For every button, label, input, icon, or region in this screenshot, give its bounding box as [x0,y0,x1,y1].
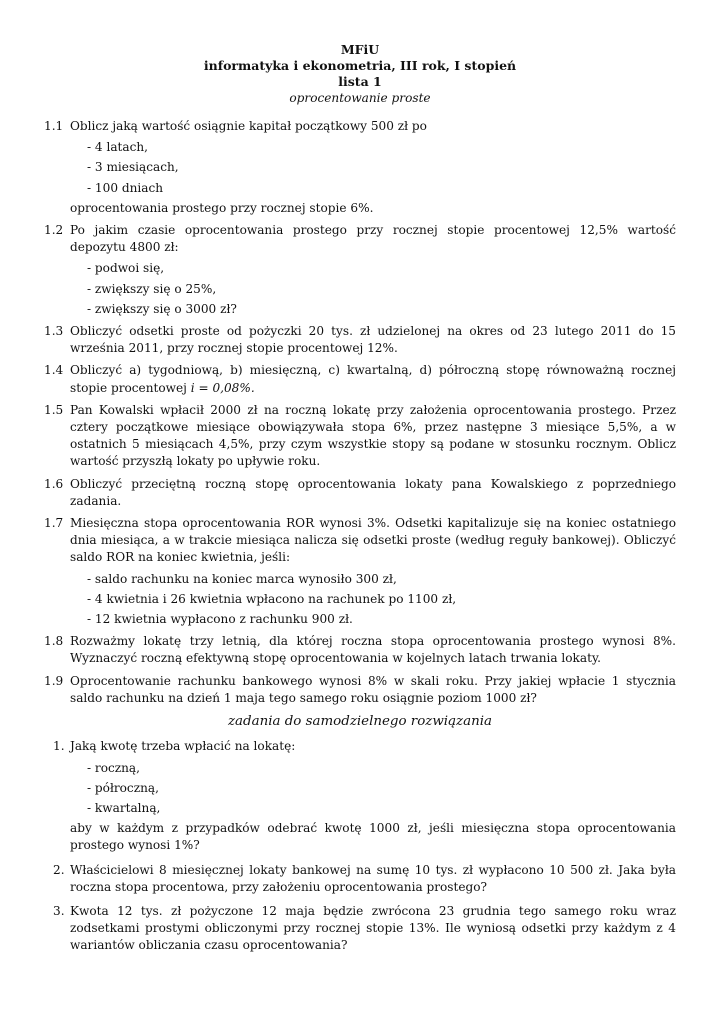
document-page [44,42,676,962]
option-item: - roczną, [87,760,140,775]
problem-text: Pan Kowalski wpłacił 2000 zł na roczną lokatę przy założenia oprocentowania prostego. Przez cztery początkowe miesiące obowiązywała stopa 6%, przez następne 3 miesiące 5,5%, a w ostatnich 5 miesiącach 4,5%, przy czym wszystkie stopy są podane w stosunku rocznym. Oblicz wartość przyszłą lokaty po upływie roku. [70,402,676,469]
problem-1-3 [44,323,676,357]
option-item: - zwiększy się o 25%, [87,281,217,296]
option-item: - saldo rachunku na koniec marca wynosiło 300 zł, [87,571,397,586]
document-header [44,42,676,106]
problem-number: 3. [53,903,65,918]
option-item: - 4 latach, [87,140,149,155]
problem-number: 1.1 [44,119,64,133]
problem-number: 1.4 [44,363,64,378]
problem-text: Obliczyć odsetki proste od pożyczki 20 tys. zł udzielonej na okres od 23 lutego 2011 do 15 września 2011, przy rocznej stopie procentowej 12%. [70,324,676,356]
list-number: lista 1 [338,74,382,89]
problem-1-1 [44,118,676,217]
problem-options [87,571,676,629]
homework-2 [44,862,676,896]
problem-number: 1.7 [44,516,64,531]
course-title: MFiU [340,42,380,57]
option-item: - zwiększy się o 3000 zł? [87,301,237,316]
problem-text: Oprocentowanie rachunku bankowego wynosi 8% w skali roku. Przy jakiej wpłacie 1 stycznia saldo rachunku na dzień 1 maja tego samego roku osiągnie poziom 1000 zł? [70,673,676,705]
problem-number: 1.9 [44,673,64,688]
problem-math: i = 0,08%. [190,380,255,395]
problem-text: Obliczyć a) tygodniową, b) miesięczną, c) kwartalną, d) półroczną stopę równoważną rocznej stopie procentowej [70,363,676,395]
section-title: zadania do samodzielnego rozwiązania [228,714,492,730]
problem-tail: oprocentowania prostego przy rocznej stopie 6%. [70,200,374,215]
problem-number: 1.2 [44,223,64,238]
problem-text: Kwota 12 tys. zł pożyczone 12 maja będzie zwrócona 23 grudnia tego samego roku wraz zodsetkami prostymi obliczonymi przy rocznej stopie 13%. Ile wyniosą odsetki przy każdym z 4 wariantów obliczania czasu oprocentowania? [70,903,676,953]
problem-number: 2. [53,862,65,877]
problem-number: 1.5 [44,402,64,417]
option-item: - półroczną, [87,780,159,795]
problem-number: 1.3 [44,324,64,339]
problem-1-2 [44,222,676,318]
problem-text: Obliczyć przeciętną roczną stopę oprocentowania lokaty pana Kowalskiego z poprzedniego zadania. [70,476,676,508]
problem-text: Właścicielowi 8 miesięcznej lokaty bankowej na sumę 10 tys. zł wypłacono 10 500 zł. Jaka była roczna stopa procentowa, przy założeniu oprocentowania prostego? [70,862,676,894]
problem-options [87,260,676,318]
problem-number: 1.6 [44,476,64,491]
problem-tail: aby w każdym z przypadków odebrać kwotę 1000 zł, jeśli miesięczna stopa oprocentowania prostego wynosi 1%? [70,821,676,853]
option-item: - 4 kwietnia i 26 kwietnia wpłacono na rachunek po 1100 zł, [87,591,457,606]
homework-3 [44,903,676,955]
problem-text: Miesięczna stopa oprocentowania ROR wynosi 3%. Odsetki kapitalizuje się na koniec ostatniego dnia miesiąca, a w trakcie miesiąca nalicza się odsetki proste (według reguły bankowej). Obliczyć saldo ROR na koniec kwietnia, jeśli: [70,516,676,565]
problem-options [87,139,676,197]
problem-1-7 [44,515,676,628]
problem-number: 1. [53,739,65,754]
list-topic: oprocentowanie proste [289,91,431,105]
problem-options [87,760,676,818]
option-item: - kwartalną, [87,800,161,815]
option-item: - 100 dniach [87,180,164,195]
problem-1-6 [44,476,676,510]
option-item: - 12 kwietnia wypłacono z rachunku 900 zł. [87,612,353,627]
problem-text: Jaką kwotę trzeba wpłacić na lokatę: [70,739,296,754]
problem-number: 1.8 [44,634,64,649]
homework-1 [44,738,676,854]
problem-1-4 [44,362,676,396]
problem-1-8 [44,633,676,667]
option-item: - podwoi się, [87,261,165,276]
problem-text: Oblicz jaką wartość osiągnie kapitał początkowy 500 zł po [70,119,427,133]
course-subtitle: informatyka i ekonometria, III rok, I stopień [203,58,517,73]
option-item: - 3 miesiącach, [87,160,179,175]
problem-1-5 [44,402,676,471]
problem-1-9 [44,673,676,707]
problem-text: Po jakim czasie oprocentowania prostego przy rocznej stopie procentowej 12,5% wartość depozytu 4800 zł: [70,223,676,255]
problem-text: Rozważmy lokatę trzy letnią, dla której roczna stopa oprocentowania prostego wynosi 8%. Wyznaczyć roczną efektywną stopę oprocentowania w kojelnych latach trwania lokaty. [70,634,676,666]
